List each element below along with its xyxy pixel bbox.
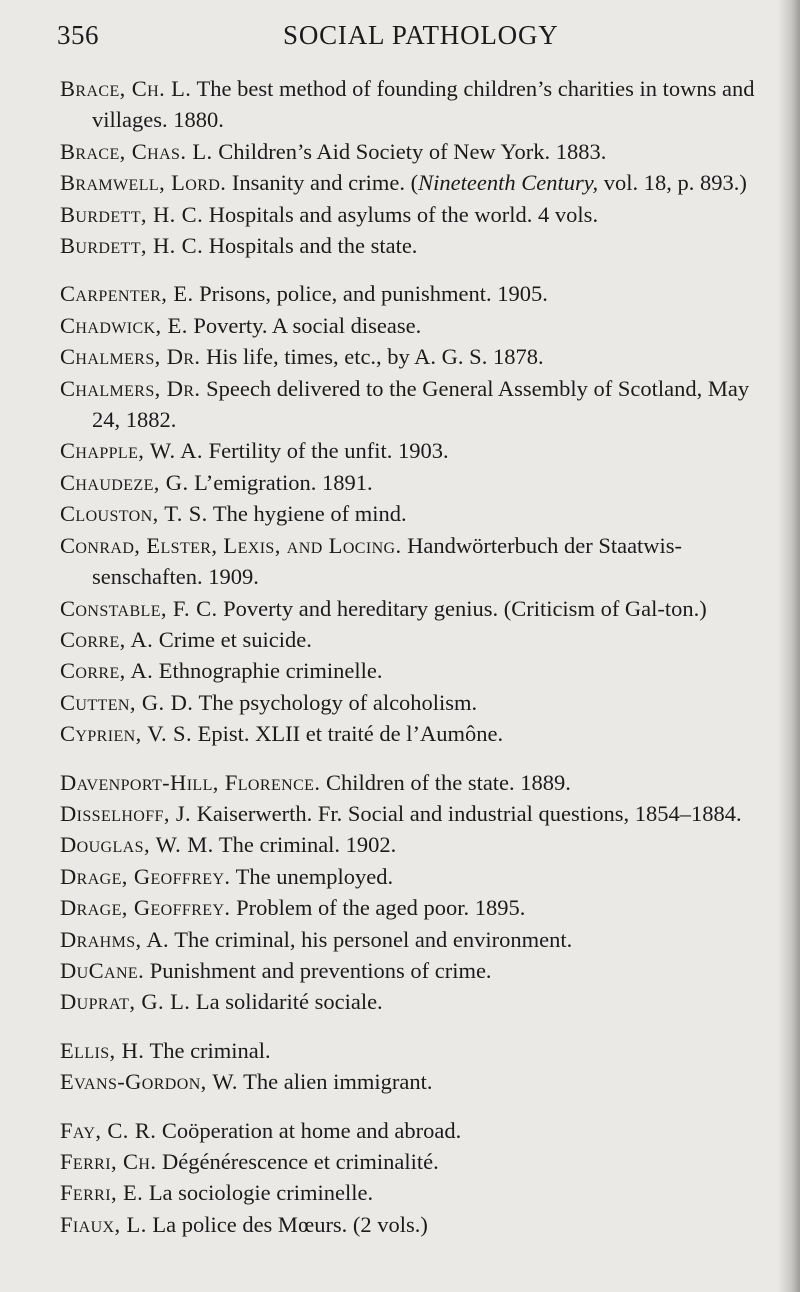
entry-author: Corre, A.: [60, 658, 154, 684]
entry-title: The unemployed.: [235, 863, 394, 889]
entry-title: Kaiserwerth. Fr. Social and industrial questions, 1854–1884.: [196, 800, 742, 826]
entry-author: Cutten, G. D.: [60, 689, 194, 715]
bib-entry: [60, 73, 770, 136]
entry-title: Problem of the aged poor. 1895.: [236, 895, 526, 921]
entry-author: Burdett, H. C.: [60, 201, 204, 227]
bib-entry: [60, 530, 770, 593]
entry-title: Ethnographie criminelle.: [158, 658, 383, 684]
entry-author: Ellis, H.: [60, 1037, 145, 1063]
entry-author: Chapple, W. A.: [60, 438, 203, 464]
entry-title: Fertility of the unfit. 1903.: [208, 438, 449, 464]
bib-entry: [60, 861, 770, 892]
bib-entry: [60, 718, 770, 749]
entry-title: L’emigration. 1891.: [194, 469, 373, 495]
bib-entry: [60, 1146, 770, 1177]
entry-title: Poverty. A social disease.: [193, 312, 422, 338]
bib-entry: [60, 310, 770, 341]
entry-citation: vol. 18, p. 893.): [603, 170, 747, 196]
entry-title: Insanity and crime.: [231, 170, 405, 196]
bib-entry: [60, 467, 770, 498]
entry-title: Punishment and preventions of crime.: [149, 957, 492, 983]
bib-entry: [60, 986, 770, 1017]
entry-title: La solidarité sociale.: [195, 989, 383, 1015]
entry-author: Chadwick, E.: [60, 312, 188, 338]
bib-entry: [60, 924, 770, 955]
bib-entry: [60, 687, 770, 718]
entry-author: Disselhoff, J.: [60, 800, 192, 826]
bib-entry: [60, 1115, 770, 1146]
entry-title: The hygiene of mind.: [212, 501, 407, 527]
entry-title: The alien immigrant.: [243, 1069, 433, 1095]
bib-entry: [60, 655, 770, 686]
entry-title: The best method of founding children’s charities in towns and villages. 1880.: [92, 76, 755, 133]
entry-title: Crime et suicide.: [158, 626, 312, 652]
bib-entry: [60, 829, 770, 860]
bib-entry: [60, 1209, 770, 1240]
entry-title: His life, times, etc., by A. G. S. 1878.: [206, 344, 544, 370]
entry-title: Hospitals and the state.: [208, 233, 418, 259]
running-title: SOCIAL PATHOLOGY: [283, 20, 559, 50]
entry-author: Chalmers, Dr.: [60, 344, 201, 370]
entry-title: Hospitals and asylums of the world. 4 vols.: [208, 201, 599, 227]
bib-entry: [60, 955, 770, 986]
bib-entry: [60, 230, 770, 261]
bib-entry: [60, 624, 770, 655]
bib-entry: [60, 767, 770, 798]
entry-author: Drahms, A.: [60, 926, 170, 952]
entry-author: Constable, F. C.: [60, 595, 218, 621]
entry-author: Douglas, W. M.: [60, 832, 214, 858]
entry-title: Children of the state. 1889.: [325, 769, 571, 795]
entry-title: The criminal, his personel and environment.: [174, 926, 573, 952]
group-separator: [60, 1098, 770, 1115]
entry-author: Chalmers, Dr.: [60, 375, 201, 401]
entry-author: Chaudeze, G.: [60, 469, 189, 495]
bib-entry: [60, 373, 770, 436]
group-separator: [60, 261, 770, 278]
entry-author: Ferri, Ch.: [60, 1149, 157, 1174]
entry-author: Fay, C. R.: [60, 1117, 157, 1143]
entry-author: Duprat, G. L.: [60, 989, 191, 1015]
bib-entry: [60, 136, 770, 167]
entry-title: Children’s Aid Society of New York. 1883.: [218, 138, 607, 164]
bib-entry: [60, 593, 770, 624]
entry-title: Coöperation at home and abroad.: [161, 1117, 462, 1143]
bibliography-list: [60, 73, 770, 1240]
entry-title: Prisons, police, and punishment. 1905.: [199, 281, 548, 307]
entry-author: Bramwell, Lord.: [60, 170, 227, 196]
entry-author: Burdett, H. C.: [60, 233, 204, 259]
entry-author: Brace, Ch. L.: [60, 76, 192, 101]
page-edge-shadow: [778, 0, 800, 1292]
entry-author: Conrad, Elster, Lexis, and Locing.: [60, 532, 402, 558]
entry-journal: Nineteenth Century,: [418, 170, 599, 196]
entry-author: Ferri, E.: [60, 1180, 144, 1206]
entry-author: Carpenter, E.: [60, 281, 194, 307]
entry-title: The psychology of alcoholism.: [198, 689, 478, 715]
entry-author: Corre, A.: [60, 626, 154, 652]
bib-entry: [60, 199, 770, 230]
entry-title: Speech delivered to the General Assembly of Scotland, May 24, 1882.: [92, 375, 750, 433]
group-separator: [60, 750, 770, 767]
entry-title: Handwörterbuch der Staatwis-senschaften. 1909.: [92, 532, 683, 590]
entry-title: Dégénérescence et criminalité.: [162, 1149, 439, 1174]
entry-title: Poverty and hereditary genius. (Criticism of Gal-ton.): [223, 595, 707, 621]
bib-entry: [60, 1066, 770, 1097]
page-header: [0, 14, 800, 54]
bib-entry: [60, 1177, 770, 1208]
entry-title: The criminal. 1902.: [218, 832, 397, 858]
bib-entry: [60, 498, 770, 529]
entry-author: Cyprien, V. S.: [60, 721, 192, 747]
group-separator: [60, 1018, 770, 1035]
entry-author: Davenport-Hill, Florence.: [60, 769, 321, 795]
entry-author: Drage, Geoffrey.: [60, 863, 231, 889]
entry-author: DuCane.: [60, 957, 145, 983]
bib-entry: [60, 798, 770, 829]
bib-entry: [60, 278, 770, 309]
bib-entry: [60, 341, 770, 372]
entry-author: Fiaux, L.: [60, 1211, 147, 1237]
entry-author: Evans-Gordon, W.: [60, 1069, 238, 1095]
entry-title: The criminal.: [149, 1037, 271, 1063]
entry-title: La sociologie criminelle.: [148, 1180, 374, 1206]
entry-author: Brace, Chas. L.: [60, 138, 213, 164]
bib-entry: [60, 1035, 770, 1066]
entry-title: La police des Mœurs. (2 vols.): [152, 1211, 428, 1237]
entry-author: Drage, Geoffrey.: [60, 895, 231, 921]
bib-entry: Bramwell, Lord. Insanity and crime. (Nineteenth Century, vol. 18, p. 893.): [60, 170, 747, 196]
bib-entry: [60, 435, 770, 466]
page-number: 356: [57, 20, 99, 50]
bib-entry: [60, 892, 770, 923]
entry-author: Clouston, T. S.: [60, 501, 208, 527]
entry-title: Epist. XLII et traité de l’Aumône.: [197, 721, 504, 747]
